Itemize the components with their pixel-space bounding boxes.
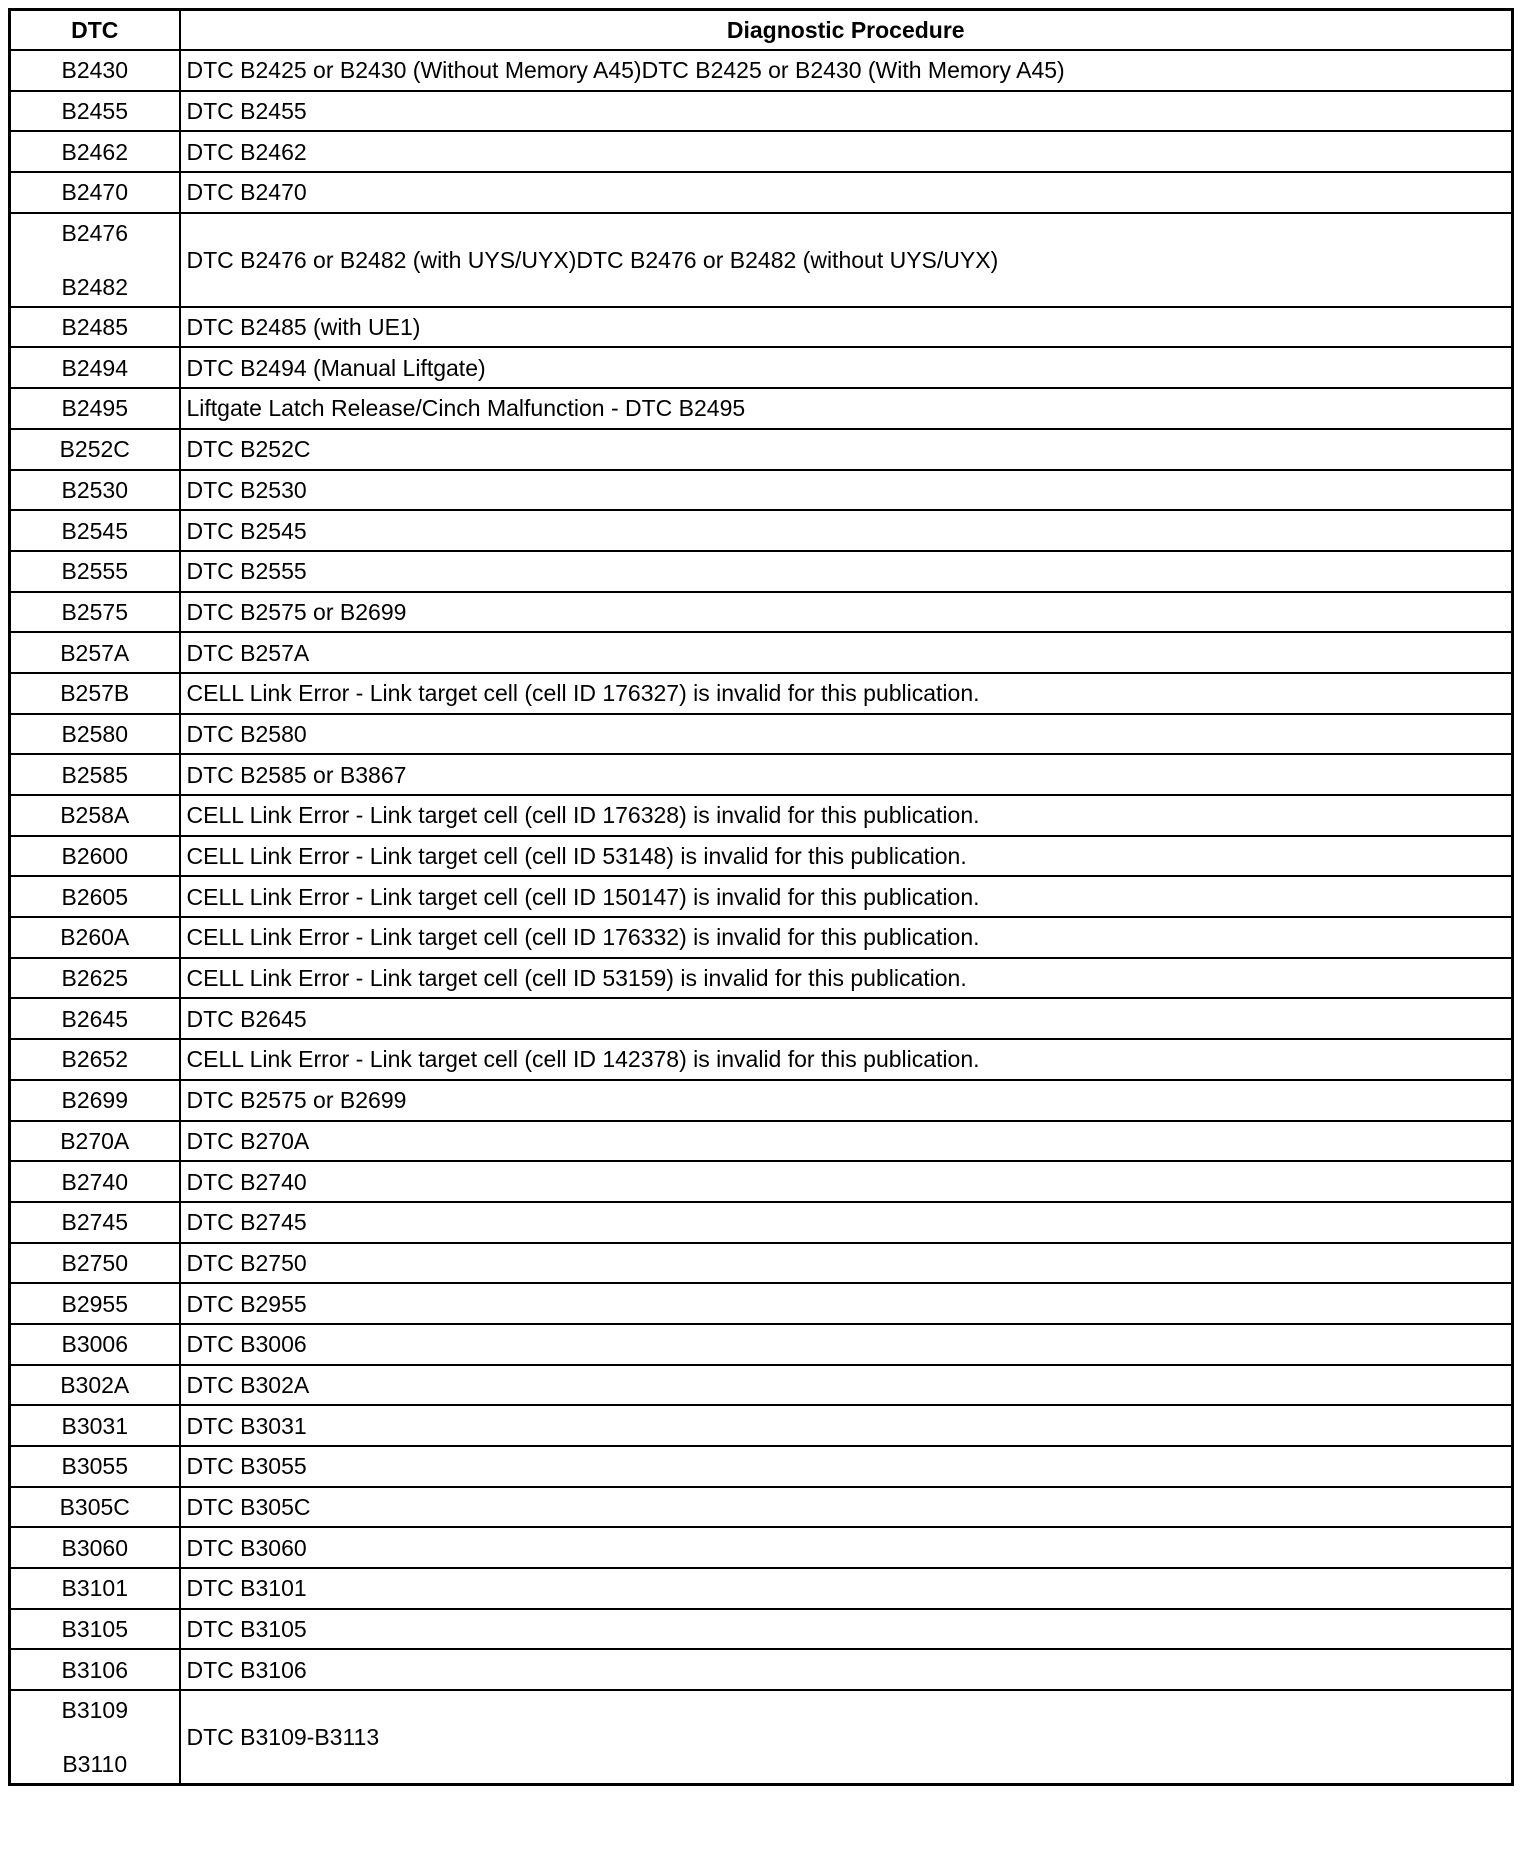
dtc-code: B3055: [61, 1453, 128, 1480]
diagnostic-procedure-cell: DTC B302A: [180, 1365, 1513, 1406]
diagnostic-procedure-cell: CELL Link Error - Link target cell (cell ID 176327) is invalid for this publication.: [180, 673, 1513, 714]
dtc-code: B258A: [60, 802, 130, 829]
diagnostic-procedure-cell: DTC B2462: [180, 131, 1513, 172]
dtc-code-cell: [10, 470, 180, 511]
diagnostic-procedure-cell: CELL Link Error - Link target cell (cell ID 142378) is invalid for this publication.: [180, 1039, 1513, 1080]
dtc-code-cell: [10, 1039, 180, 1080]
dtc-code-cell: [10, 1365, 180, 1406]
diagnostic-procedure-cell: DTC B2545: [180, 510, 1513, 551]
dtc-code-cell: [10, 388, 180, 429]
table-row: [10, 632, 1513, 673]
diagnostic-procedure-cell: DTC B305C: [180, 1487, 1513, 1528]
diagnostic-procedure-cell: DTC B3006: [180, 1324, 1513, 1365]
dtc-code: B2494: [61, 354, 128, 381]
diagnostic-procedure-cell: DTC B3031: [180, 1405, 1513, 1446]
diagnostic-procedure-cell: DTC B2425 or B2430 (Without Memory A45)DTC B2425 or B2430 (With Memory A45): [180, 50, 1513, 91]
procedure-column-header: Diagnostic Procedure: [180, 10, 1513, 51]
table-row: [10, 1690, 1513, 1785]
diagnostic-procedure-cell: CELL Link Error - Link target cell (cell ID 176328) is invalid for this publication.: [180, 795, 1513, 836]
dtc-code: B2530: [61, 476, 128, 503]
table-row: [10, 1283, 1513, 1324]
dtc-code-cell: [10, 91, 180, 132]
table-row: [10, 714, 1513, 755]
diagnostic-procedure-cell: DTC B2740: [180, 1161, 1513, 1202]
table-row: [10, 1487, 1513, 1528]
dtc-code-cell: [10, 754, 180, 795]
dtc-code: B252C: [59, 436, 130, 463]
diagnostic-procedure-cell: DTC B2575 or B2699: [180, 592, 1513, 633]
table-row: [10, 1649, 1513, 1690]
table-row: [10, 551, 1513, 592]
dtc-code: B2750: [61, 1249, 128, 1276]
diagnostic-procedure-cell: DTC B257A: [180, 632, 1513, 673]
dtc-code-cell: [10, 213, 180, 307]
table-row: [10, 347, 1513, 388]
dtc-code-cell: [10, 836, 180, 877]
dtc-code-cell: [10, 1202, 180, 1243]
dtc-code: B2485: [61, 314, 128, 341]
dtc-code-cell: [10, 1568, 180, 1609]
dtc-code-cell: [10, 172, 180, 213]
dtc-code-cell: [10, 1243, 180, 1284]
dtc-code-cell: [10, 1609, 180, 1650]
table-row: [10, 958, 1513, 999]
dtc-code-cell: [10, 795, 180, 836]
dtc-code-cell: [10, 510, 180, 551]
diagnostic-procedure-cell: DTC B2645: [180, 998, 1513, 1039]
dtc-code: B2430: [61, 57, 128, 84]
dtc-code-cell: [10, 1161, 180, 1202]
table-row: [10, 1365, 1513, 1406]
dtc-code: B3101: [61, 1575, 128, 1602]
diagnostic-procedure-cell: DTC B2555: [180, 551, 1513, 592]
diagnostic-procedure-cell: DTC B2575 or B2699: [180, 1080, 1513, 1121]
diagnostic-procedure-cell: DTC B2485 (with UE1): [180, 307, 1513, 348]
dtc-code: B2495: [61, 395, 128, 422]
table-row: [10, 172, 1513, 213]
diagnostic-procedure-cell: DTC B2455: [180, 91, 1513, 132]
diagnostic-procedure-cell: DTC B2955: [180, 1283, 1513, 1324]
dtc-code: B2482: [61, 273, 128, 300]
table-row: [10, 307, 1513, 348]
dtc-procedure-table: [8, 8, 1514, 1786]
diagnostic-procedure-cell: DTC B252C: [180, 429, 1513, 470]
dtc-code-cell: [10, 1527, 180, 1568]
table-row: [10, 131, 1513, 172]
dtc-code-cell: [10, 1446, 180, 1487]
table-body: [10, 50, 1513, 1785]
diagnostic-procedure-cell: DTC B2745: [180, 1202, 1513, 1243]
diagnostic-procedure-cell: CELL Link Error - Link target cell (cell ID 53148) is invalid for this publication.: [180, 836, 1513, 877]
table-row: [10, 91, 1513, 132]
dtc-code: B2462: [61, 138, 128, 165]
dtc-code-cell: [10, 673, 180, 714]
table-row: [10, 1121, 1513, 1162]
table-header-row: [10, 10, 1513, 51]
diagnostic-procedure-cell: DTC B3060: [180, 1527, 1513, 1568]
table-row: [10, 754, 1513, 795]
dtc-code: B257B: [60, 680, 130, 707]
dtc-code-cell: [10, 958, 180, 999]
dtc-code: B305C: [59, 1494, 130, 1521]
table-row: [10, 1039, 1513, 1080]
dtc-code: B2652: [61, 1046, 128, 1073]
dtc-code-cell: [10, 1121, 180, 1162]
table-row: [10, 876, 1513, 917]
diagnostic-procedure-cell: DTC B2476 or B2482 (with UYS/UYX)DTC B2476 or B2482 (without UYS/UYX): [180, 213, 1513, 307]
dtc-code: B2555: [61, 558, 128, 585]
dtc-code: B3105: [61, 1616, 128, 1643]
dtc-code-cell: [10, 1405, 180, 1446]
dtc-code: B257A: [60, 639, 130, 666]
diagnostic-procedure-cell: DTC B3109-B3113: [180, 1690, 1513, 1785]
diagnostic-procedure-cell: DTC B3055: [180, 1446, 1513, 1487]
table-row: [10, 213, 1513, 307]
dtc-code: B2699: [61, 1087, 128, 1114]
dtc-code: B260A: [60, 924, 130, 951]
dtc-code-cell: [10, 50, 180, 91]
dtc-code-cell: [10, 429, 180, 470]
table-row: [10, 388, 1513, 429]
dtc-code: B3109: [61, 1697, 128, 1724]
dtc-code: B302A: [60, 1371, 130, 1398]
diagnostic-procedure-cell: DTC B270A: [180, 1121, 1513, 1162]
table-row: [10, 836, 1513, 877]
dtc-code: B3031: [61, 1412, 128, 1439]
table-row: [10, 1527, 1513, 1568]
diagnostic-procedure-cell: Liftgate Latch Release/Cinch Malfunction - DTC B2495: [180, 388, 1513, 429]
table-row: [10, 998, 1513, 1039]
diagnostic-procedure-cell: CELL Link Error - Link target cell (cell ID 150147) is invalid for this publication.: [180, 876, 1513, 917]
diagnostic-procedure-cell: DTC B2470: [180, 172, 1513, 213]
dtc-code: B2455: [61, 98, 128, 125]
table-row: [10, 470, 1513, 511]
diagnostic-procedure-cell: DTC B2530: [180, 470, 1513, 511]
dtc-column-header: DTC: [10, 10, 180, 51]
diagnostic-procedure-cell: DTC B2750: [180, 1243, 1513, 1284]
dtc-code-cell: [10, 1487, 180, 1528]
table-row: [10, 795, 1513, 836]
table-row: [10, 1405, 1513, 1446]
dtc-code: B2740: [61, 1168, 128, 1195]
dtc-code-cell: [10, 876, 180, 917]
dtc-code-cell: [10, 551, 180, 592]
dtc-code-cell: [10, 1690, 180, 1785]
table-row: [10, 592, 1513, 633]
dtc-code: B3060: [61, 1534, 128, 1561]
dtc-code-cell: [10, 998, 180, 1039]
table-row: [10, 1202, 1513, 1243]
diagnostic-procedure-cell: DTC B3105: [180, 1609, 1513, 1650]
dtc-code: B2645: [61, 1005, 128, 1032]
dtc-code: B2605: [61, 883, 128, 910]
diagnostic-procedure-cell: CELL Link Error - Link target cell (cell ID 53159) is invalid for this publication.: [180, 958, 1513, 999]
dtc-code: B2575: [61, 598, 128, 625]
dtc-code: B3106: [61, 1656, 128, 1683]
diagnostic-procedure-cell: DTC B2585 or B3867: [180, 754, 1513, 795]
table-row: [10, 1324, 1513, 1365]
table-row: [10, 673, 1513, 714]
table-row: [10, 1609, 1513, 1650]
dtc-code: B2745: [61, 1209, 128, 1236]
dtc-code-cell: [10, 307, 180, 348]
table-row: [10, 1446, 1513, 1487]
table-row: [10, 1161, 1513, 1202]
dtc-code: B3006: [61, 1331, 128, 1358]
dtc-code-cell: [10, 632, 180, 673]
dtc-code: B2600: [61, 843, 128, 870]
dtc-code-cell: [10, 592, 180, 633]
dtc-code-cell: [10, 1324, 180, 1365]
dtc-code-cell: [10, 347, 180, 388]
dtc-code: B2476: [61, 219, 128, 246]
table-row: [10, 917, 1513, 958]
table-row: [10, 510, 1513, 551]
diagnostic-procedure-cell: DTC B2580: [180, 714, 1513, 755]
dtc-code-cell: [10, 917, 180, 958]
dtc-code-cell: [10, 131, 180, 172]
table-row: [10, 1243, 1513, 1284]
table-row: [10, 1080, 1513, 1121]
diagnostic-procedure-cell: CELL Link Error - Link target cell (cell ID 176332) is invalid for this publication.: [180, 917, 1513, 958]
diagnostic-procedure-cell: DTC B3106: [180, 1649, 1513, 1690]
dtc-code-cell: [10, 714, 180, 755]
dtc-code: B2955: [61, 1290, 128, 1317]
dtc-code-cell: [10, 1283, 180, 1324]
dtc-code: B2580: [61, 720, 128, 747]
diagnostic-procedure-cell: DTC B2494 (Manual Liftgate): [180, 347, 1513, 388]
dtc-code: B2470: [61, 179, 128, 206]
dtc-code: B2545: [61, 517, 128, 544]
dtc-code: B2625: [61, 965, 128, 992]
dtc-code-cell: [10, 1649, 180, 1690]
table-row: [10, 1568, 1513, 1609]
diagnostic-procedure-cell: DTC B3101: [180, 1568, 1513, 1609]
dtc-code-cell: [10, 1080, 180, 1121]
table-row: [10, 429, 1513, 470]
dtc-code: B2585: [61, 761, 128, 788]
table-row: [10, 50, 1513, 91]
dtc-code: B270A: [60, 1127, 130, 1154]
dtc-code: B3110: [62, 1751, 128, 1778]
